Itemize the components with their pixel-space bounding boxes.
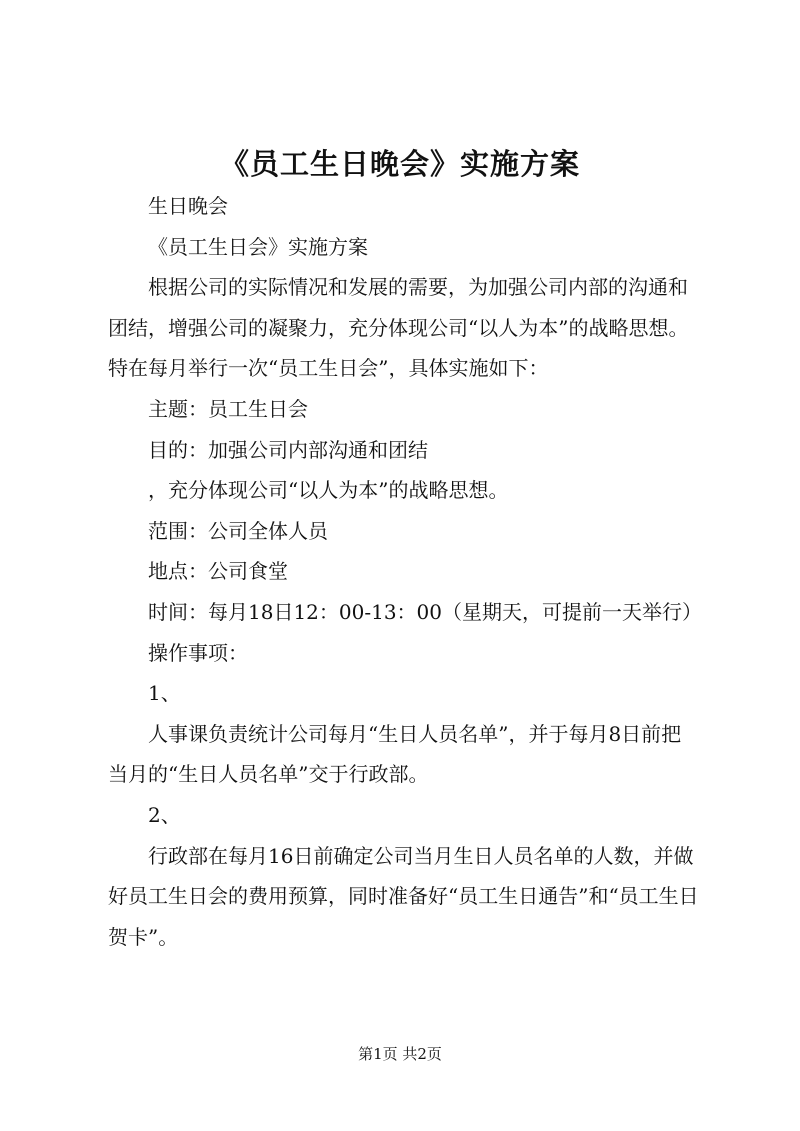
- paragraph-step-2-number: 2、: [148, 802, 181, 827]
- document-body: [108, 186, 703, 957]
- document-title: 《员工生日晚会》实施方案: [219, 147, 580, 181]
- paragraph-intro: 根据公司的实际情况和发展的需要，为加强公司内部的沟通和团结，增强公司的凝聚力，充分体现公司“以人为本”的战略思想。特在每月举行一次“员工生日会”，具体实施如下：: [108, 275, 689, 381]
- paragraph-purpose: 目的：加强公司内部沟通和团结: [148, 437, 428, 462]
- paragraph-step-1-number: 1、: [148, 681, 181, 706]
- paragraph-step-1: 人事课负责统计公司每月“生日人员名单”，并于每月8日前把当月的“生日人员名单”交于行政部。: [108, 721, 682, 787]
- paragraph-procedures-heading: 操作事项：: [148, 640, 248, 665]
- paragraph-time: 时间：每月18日12：00-13：00（星期天，可提前一天举行）: [148, 599, 703, 624]
- paragraph-step-2: 行政部在每月16日前确定公司当月生日人员名单的人数，并做好员工生日会的费用预算，同时准备好“员工生日通告”和“员工生日贺卡”。: [108, 843, 699, 949]
- page-footer: 第1页 共2页: [358, 1045, 442, 1063]
- paragraph-plan-name: 《员工生日会》实施方案: [148, 234, 368, 259]
- paragraph-location: 地点：公司食堂: [148, 559, 288, 584]
- paragraph-purpose-continued: ，充分体现公司“以人为本”的战略思想。: [148, 478, 509, 503]
- paragraph-theme: 主题：员工生日会: [148, 396, 308, 421]
- paragraph-subtitle: 生日晚会: [148, 194, 228, 218]
- paragraph-scope: 范围：公司全体人员: [148, 518, 328, 543]
